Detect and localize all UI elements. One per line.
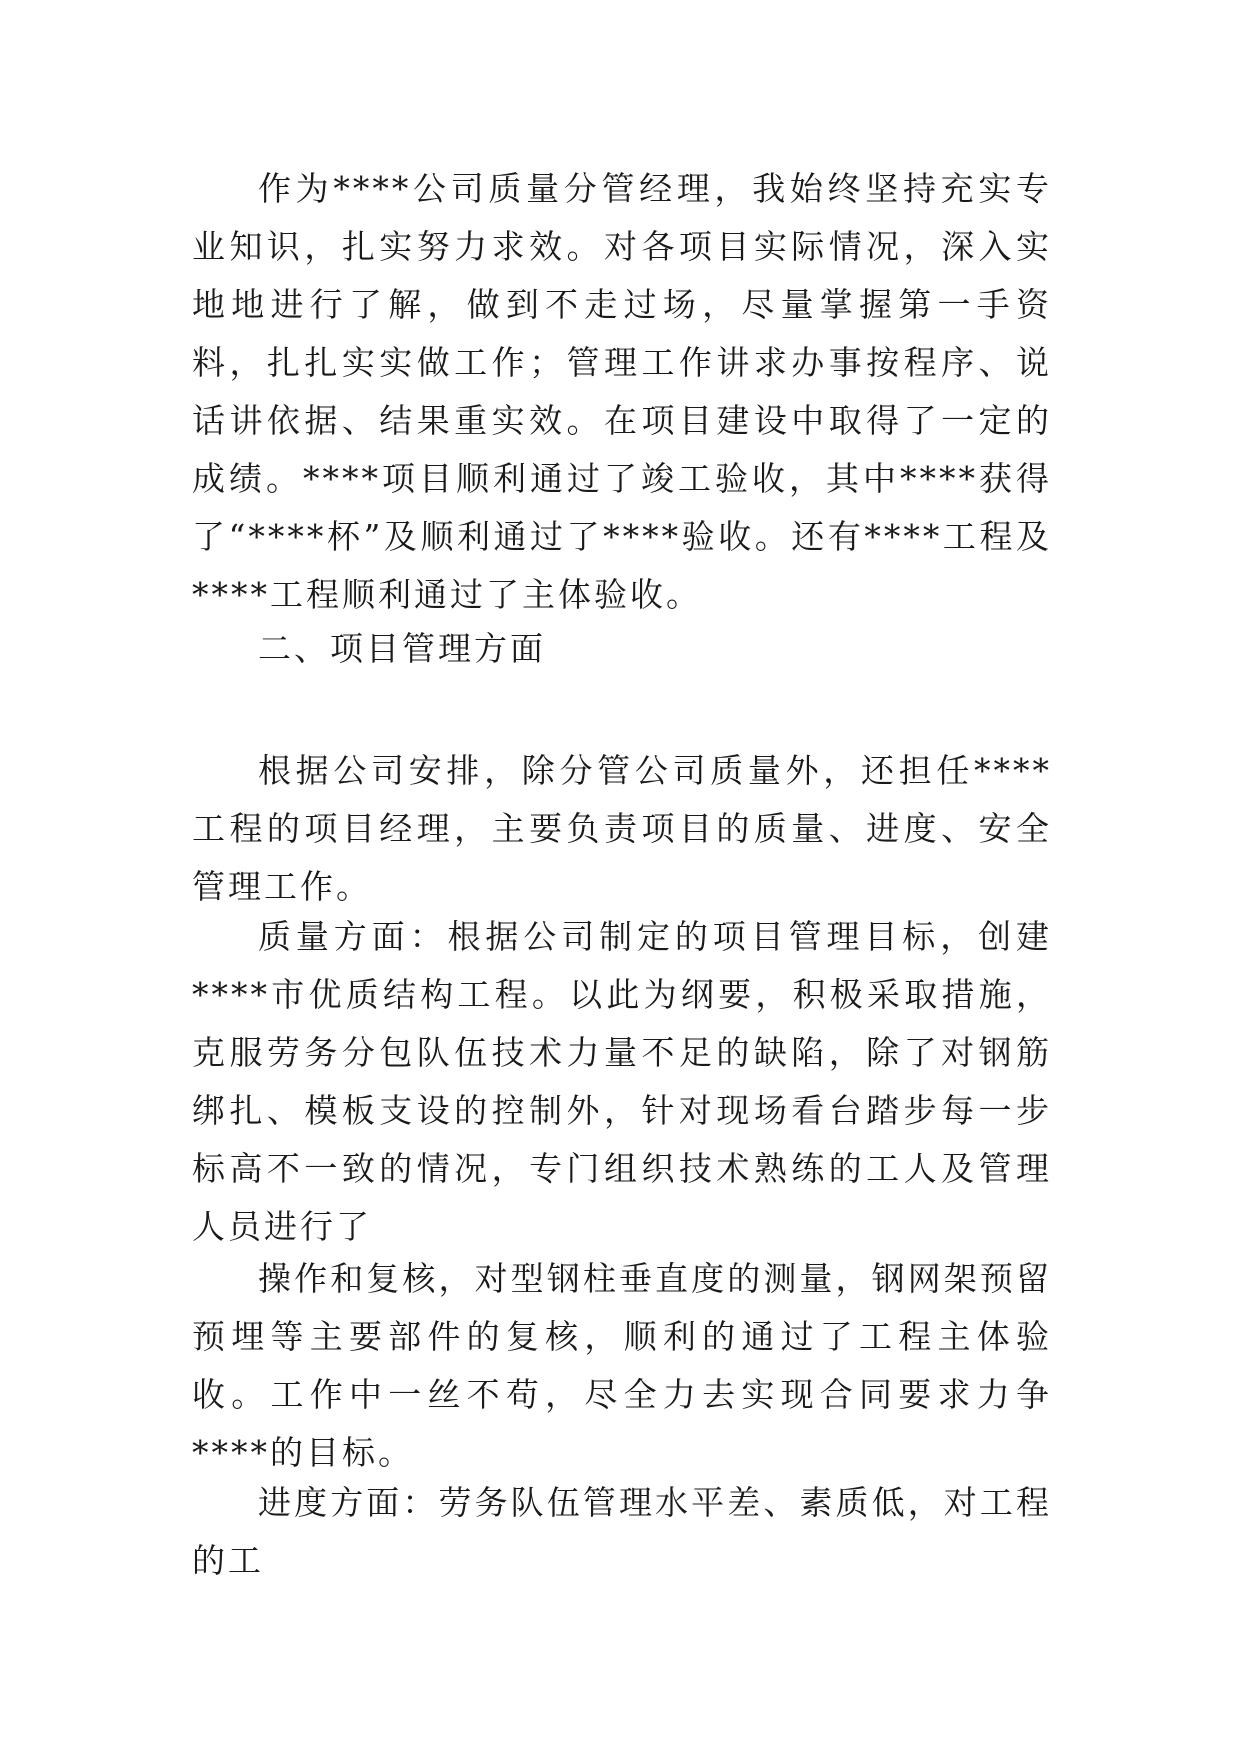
paragraph-quality-manager: 作为****公司质量分管经理，我始终坚持充实专业知识，扎实努力求效。对各项目实际情况，深入实地地进行了解，做到不走过场，尽量掌握第一手资料，扎扎实实做工作；管理工作讲求办事按程序、说话讲依据、结果重实效。在项目建设中取得了一定的成绩。****项目顺利通过了竣工验收，其中****获得了“****杯”及顺利通过了****验收。还有****工程及****工程顺利通过了主体验收。 xyxy=(192,169,1052,614)
section-heading-project-management: 二、项目管理方面 xyxy=(258,629,546,668)
paragraph-operation-review: 操作和复核，对型钢柱垂直度的测量，钢网架预留预埋等主要部件的复核，顺利的通过了工程主体验收。工作中一丝不苟，尽全力去实现合同要求力争****的目标。 xyxy=(192,1259,1052,1472)
paragraph-progress-aspect: 进度方面：劳务队伍管理水平差、素质低，对工程的工 xyxy=(192,1483,1052,1580)
paragraph-quality-aspect: 质量方面：根据公司制定的项目管理目标，创建****市优质结构工程。以此为纲要，积极采取措施，克服劳务分包队伍技术力量不足的缺陷，除了对钢筋绑扎、模板支设的控制外，针对现场看台踏步每一步标高不一致的情况，专门组织技术熟练的工人及管理人员进行了 xyxy=(192,917,1052,1246)
paragraph-company-arrangement: 根据公司安排，除分管公司质量外，还担任****工程的项目经理，主要负责项目的质量、进度、安全管理工作。 xyxy=(192,751,1052,906)
